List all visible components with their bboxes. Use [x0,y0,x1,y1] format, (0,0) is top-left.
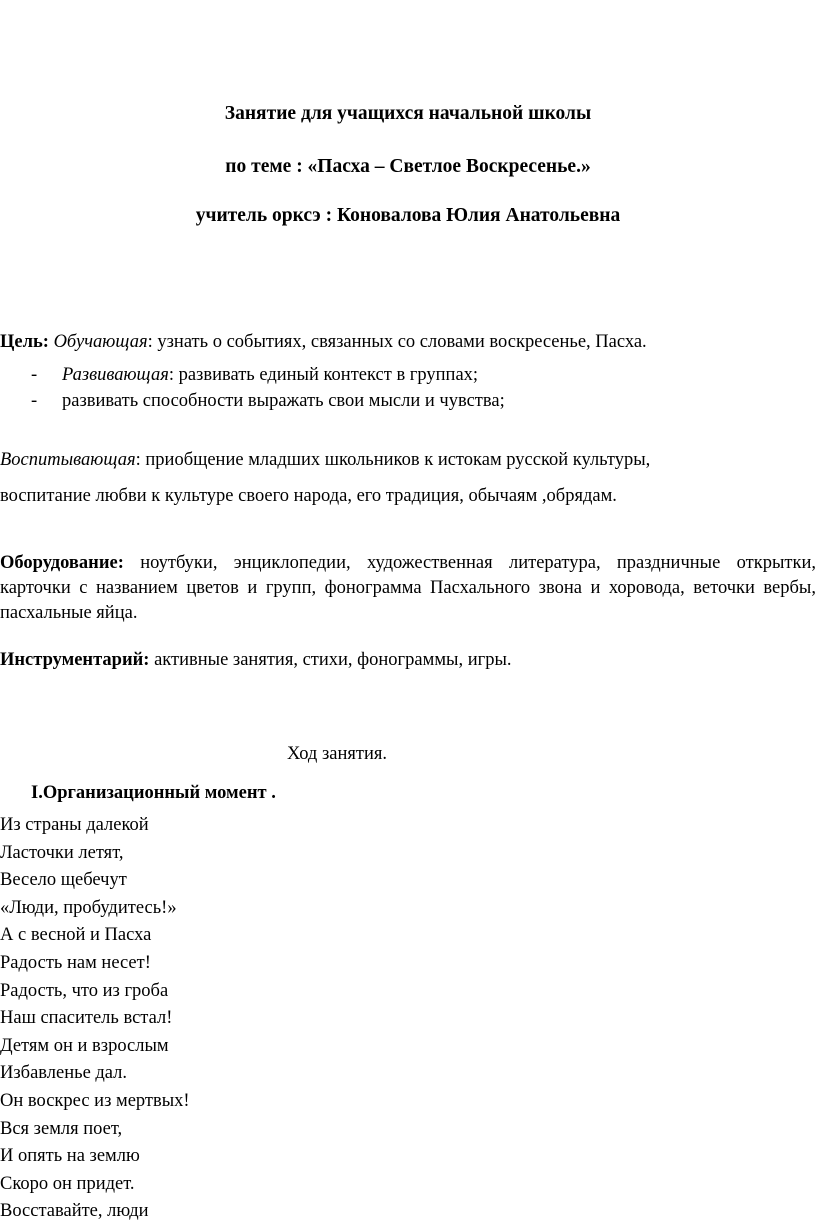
poem-line: Скоро он придет. [0,1173,135,1194]
goal-paragraph [0,332,647,353]
bullet-dash: - [31,391,38,411]
poem-line: Весело щебечут [0,870,127,891]
equipment-label: Оборудование: [0,553,124,573]
tools-text: активные занятия, стихи, фонограммы, игры. [149,650,512,670]
poem-line: Наш спаситель встал! [0,1008,173,1029]
poem-line: Он воскрес из мертвых! [0,1090,190,1111]
equipment-paragraph [0,551,816,626]
upbringing-line-2: воспитание любви к культуре своего народа, его традиция, обычаям ,обрядам. [0,486,617,506]
goal-educational-label: Обучающая [53,332,148,352]
poem-line: Радость, что из гроба [0,980,169,1001]
goal-label: Цель: [0,332,49,352]
poem-line: «Люди, пробудитесь!» [0,897,177,918]
goal-bullet-item [62,391,505,412]
poem-line: Радость нам несет! [0,952,151,973]
upbringing-label: Воспитывающая [0,450,136,470]
upbringing-line-1 [0,450,650,471]
poem-line: А с весной и Пасха [0,925,152,946]
poem-line: Детям он и взрослым [0,1035,169,1056]
goal-developmental-text: : развивать единый контекст в группах; [168,365,479,385]
goal-bullet-text: развивать способности выражать свои мысли и чувства; [62,391,505,411]
lesson-heading: Ход занятия. [287,744,387,764]
poem-line: Избавленье дал. [0,1063,128,1084]
tools-paragraph [0,650,512,671]
poem-line: Вся земля поет, [0,1118,123,1139]
poem-line: Восставайте, люди [0,1201,149,1222]
equipment-text: ноутбуки, энциклопедии, художественная литература, праздничные открытки, карточки с названием цветов и групп, фонограмма Пасхального звона и хоровода, веточки вербы, пасхальные яйца. [0,553,816,623]
section-heading: I.Организационный момент . [31,783,276,803]
goal-educational-text: : узнать о событиях, связанных со словами воскресенье, Пасха. [147,332,647,352]
poem-line: Ласточки летят, [0,842,124,863]
upbringing-text: : приобщение младших школьников к истокам русской культуры, [135,450,651,470]
title-line-2: по теме : «Пасха – Светлое Воскресенье.» [225,156,591,177]
bullet-dash: - [31,365,38,385]
goal-developmental-label: Развивающая [62,365,169,385]
poem-line: И опять на землю [0,1146,140,1167]
poem [0,812,190,1226]
goal-bullet-item [62,365,478,386]
poem-line: Из страны далекой [0,815,149,835]
title-line-1: Занятие для учащихся начальной школы [224,103,592,124]
title-line-3: учитель орксэ : Коновалова Юлия Анатольевна [195,205,621,226]
tools-label: Инструментарий: [0,650,150,670]
